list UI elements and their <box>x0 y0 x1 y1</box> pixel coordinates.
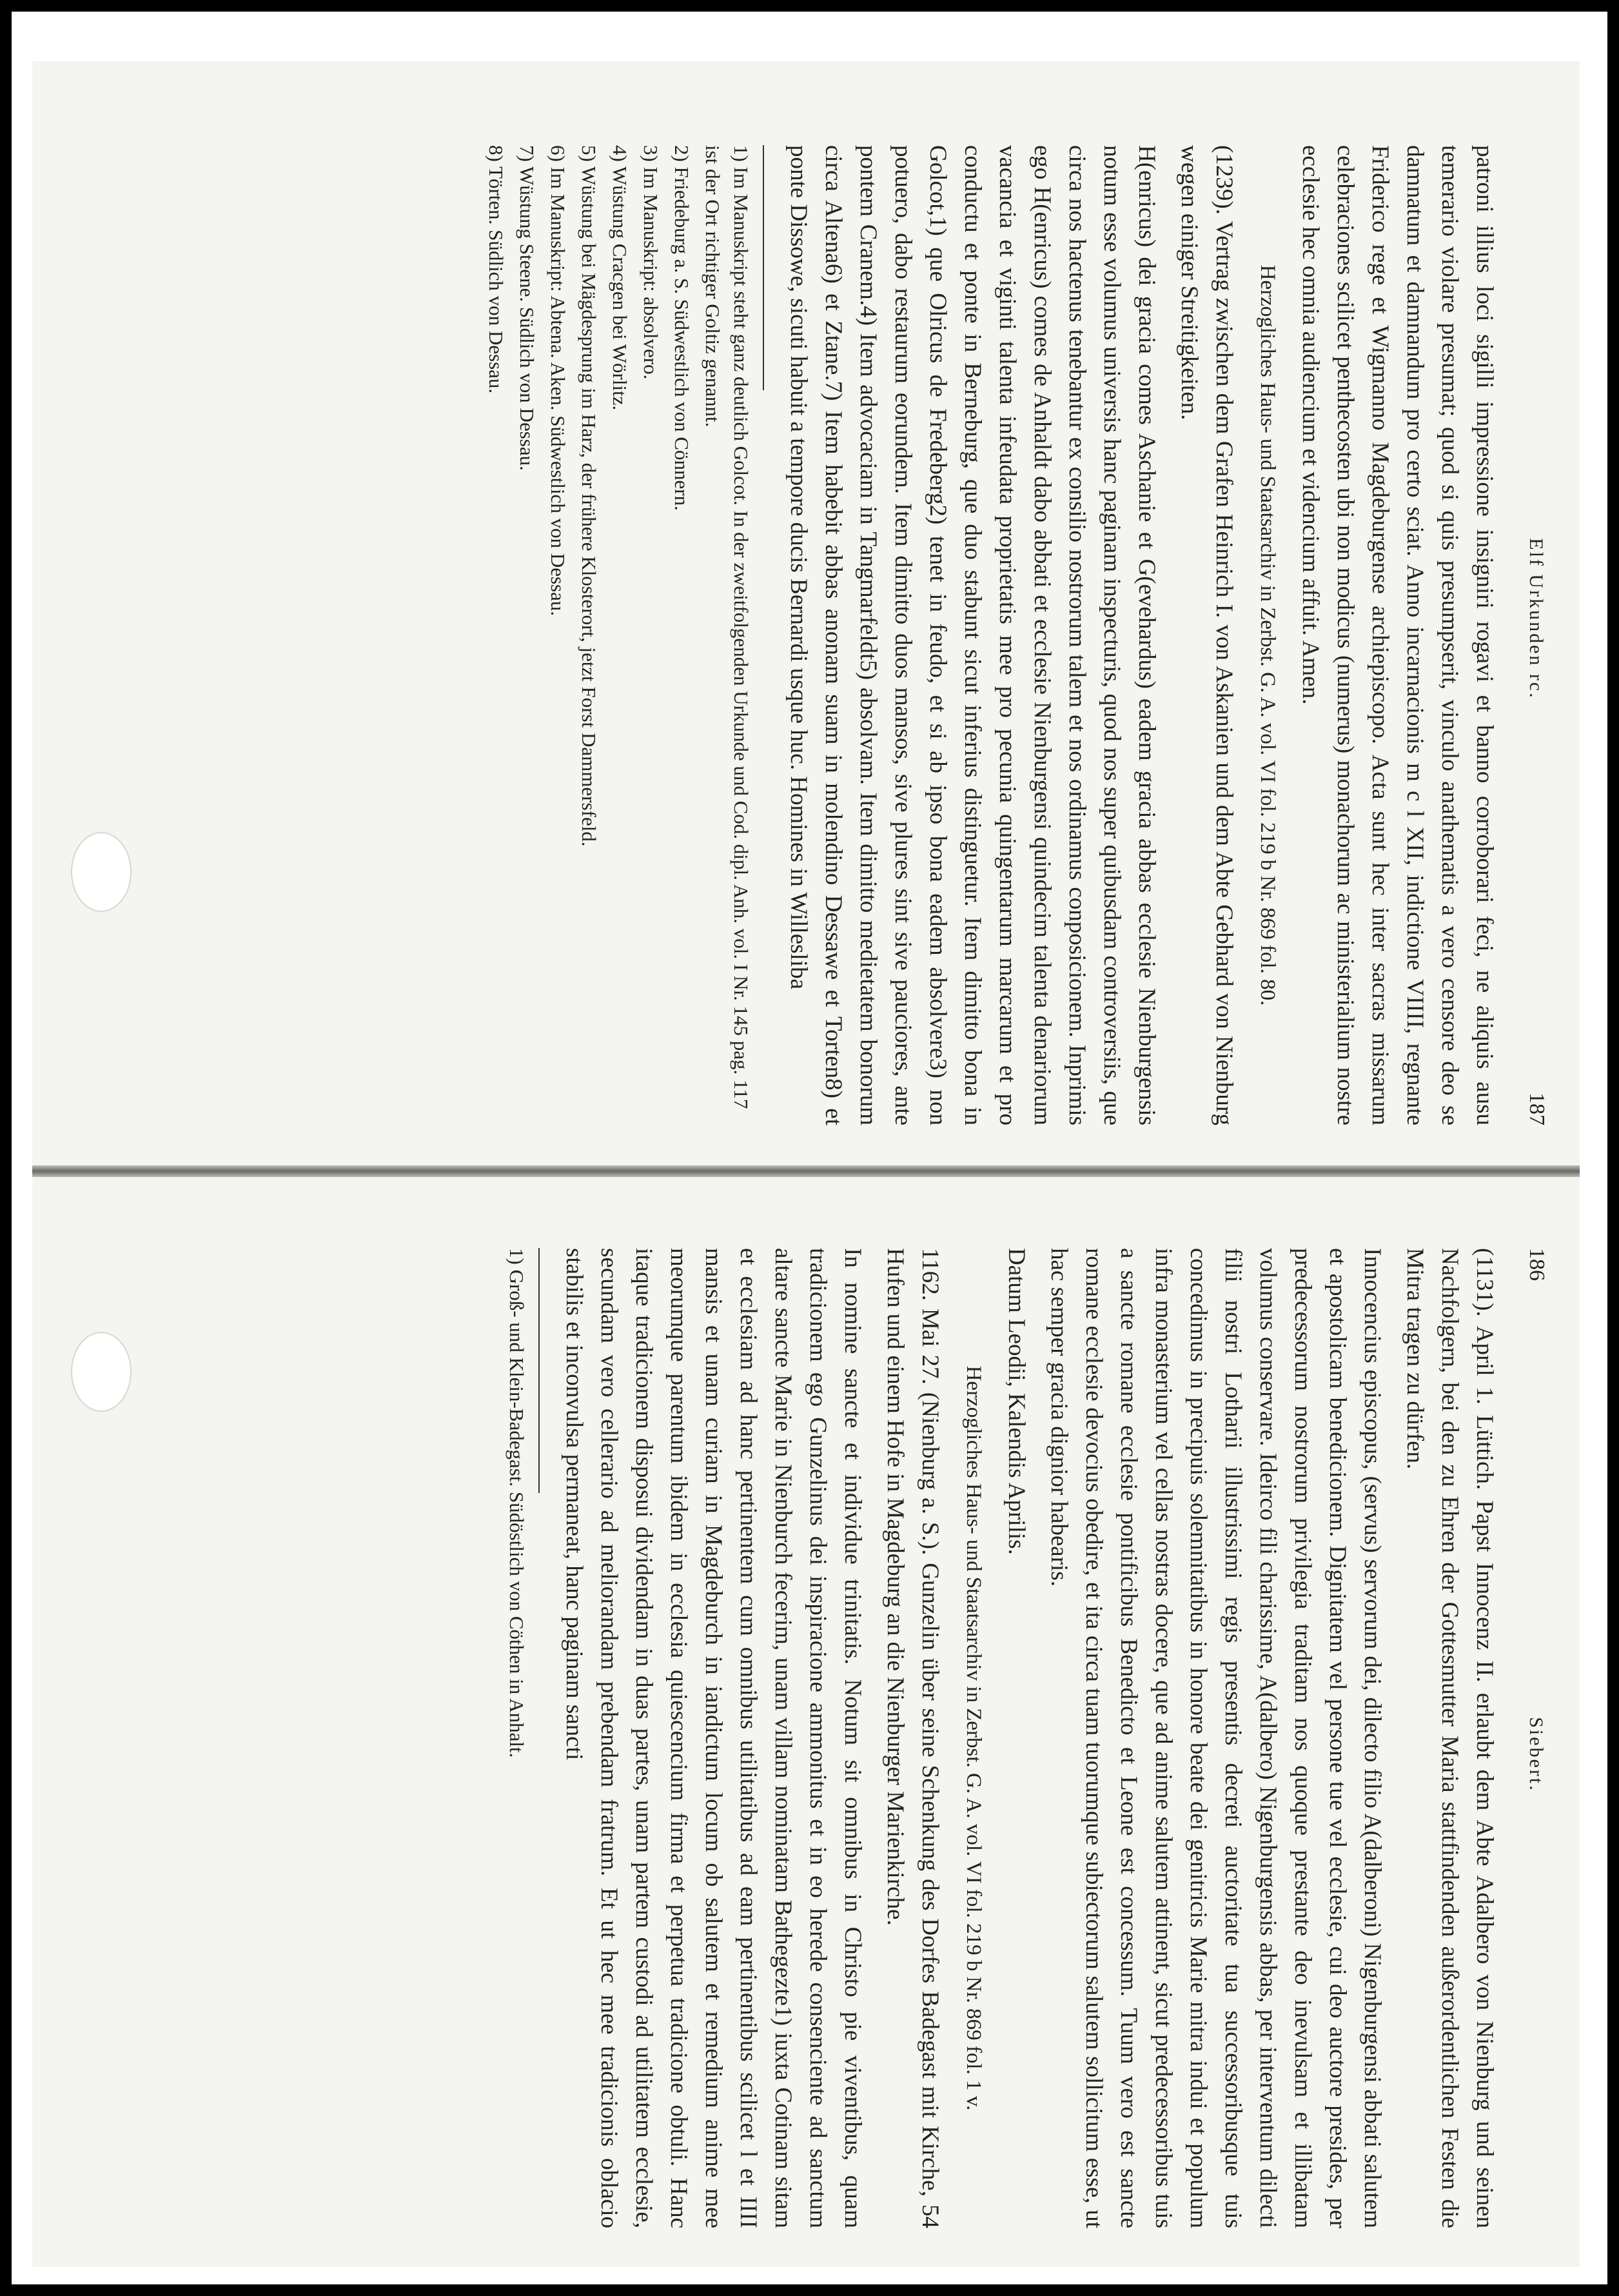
page-header <box>1518 145 1554 1125</box>
footnote: 4) Wüstung Cracgen bei Wörlitz. <box>609 145 631 411</box>
footnote: 2) Friedeburg a. S. Südwestlich von Cönnern. <box>671 145 693 511</box>
running-title: Siebert. <box>1526 1717 1547 1792</box>
regest: (1131). April 1. Lüttich. Papst Innocenz II. erlaubt dem Abte Adalbero von Nienburg und seinen Nachfolgern, bei den zu Ehren der Gottesmutter Maria stattfindenden außerordentlichen Festen die Mitra tragen zu dürfen. <box>1402 1248 1498 2228</box>
charter-text: In nomine sancte et individue trinitatis. Notum sit omnibus in Christo pie viventibus, quam tradicionem ego Gunzelinus dei inspiracione ammonitus et in eo herede consenciente ad sanctum altare sancte Marie in Nienburch fecerim, unam villam nominatam Bathegezte1) iuxta Cotinam sitam et ecclesiam ad hanc pertinentem cum omnibus utilitatibus ad eam pertinentibus scilicet l et IIII mansis et unam curiam in Magdeburch in iandictum locum ob salutem et remedium anime mee meorumque parentum ibidem in ecclesia quiescencium firma et perpetua tradicione obtuli. Hanc itaque tradicionem disposui dividendam in duas partes, unam partem custodi ad utilitatem ecclesie, secundam vero cellerario ad meliorandam prebendam fratrum. Et ut hec mee tradicionis oblacio stabilis et inconvulsa permaneat, hanc paginam sancti <box>561 1248 866 2228</box>
footnote-divider <box>538 1248 540 1493</box>
regest: (1239). Vertrag zwischen dem Grafen Heinrich I. von Askanien und dem Abte Gebhard von Nienburg wegen einiger Streitigkeiten. <box>1176 145 1237 1125</box>
footnote: 1) Groß- und Klein-Badegast. Südöstlich von Cöthen in Anhalt. <box>505 1248 528 1758</box>
regest: 1162. Mai 27. (Nienburg a. S.). Gunzelin über seine Schenkung des Dorfes Badegast mit Kirche, 54 Hufen und einem Hofe in Magdeburg an die Nienburger Marienkirche. <box>882 1248 943 2228</box>
charter-text: Innocencius episcopus, (servus) servorum dei, dilecto filio A(dalberoni) Nigenburgensi abbati salutem et apostolicam benedicionem. Dignitatem vel persone tue vel ecclesie, cui deo auctore presides, per predecessorum nostrorum privilegia traditam nos quoque prestante deo inevulsam et illibatam volumus conservare. Ideirco fili charissime, A(dalbero) Nigenburgensis abbas, per interventum dilecti filii nostri Lotharii illustrissimi regis presentis decreti auctoritate tua successoribusque tuis concedimus in precipuis solemnitatibus in honore beate dei genitricis Marie mitra indui et populum infra monasterium vel cellas nostras docere, que ad anime salutem attinent, sicut predecessoribus tuis a sancte romane ecclesie pontificibus Benedicto et Leone est concessum. Tuum vero est sancte romane ecclesie devocius obedire, et ita circa tuam tuorumque subiectorum salutem sollicitum esse, ut hac semper gracia dignior habearis. <box>1046 1248 1386 2228</box>
footnote: 7) Wüstung Steene. Südlich von Dessau. <box>516 145 538 471</box>
footnote: 8) Törten. Südlich von Dessau. <box>485 145 507 394</box>
dating-clause: Datum Leodii, Kalendis Aprilis. <box>1003 1248 1030 1555</box>
page-number: 187 <box>1525 1093 1549 1125</box>
archive-source: Herzogliches Haus- und Staatsarchiv in Zerbst. G. A. vol. VI fol. 219 b Nr. 869 fol. 1 v. <box>962 1365 985 2111</box>
charter-text-continued: patroni illius loci sigilli impressione insigniri rogavi et banno corroborari feci, ne aliquis ausu temerario violare presumat; quod si quis presumpserit, vinculo anathematis a vero censore deo se damnatum et damnandum pro certo sciat. Anno incarnacionis m c l XII, indictione VIIII, regnante Friderico rege et Wigmanno Magdeburgense archiepiscopo. Acta sunt hec inter sacras missarum celebraciones scilicet penthecosten ubi non modicus (numerus) monachorum ac ministerialium nostre ecclesie hec omnia audiencium et videncium affuit. Amen. <box>1297 145 1498 1125</box>
page-header <box>1518 1248 1554 2228</box>
page-number: 186 <box>1525 1248 1549 1281</box>
footnote: 3) Im Manuskript: absolvero. <box>640 145 662 380</box>
page-187 <box>84 119 1567 1151</box>
footnote-divider <box>763 145 764 390</box>
footnote: 6) Im Manuskript: Abtena. Aken. Südwestlich von Dessau. <box>547 145 569 617</box>
book-spine <box>32 1165 1580 1177</box>
running-title: Elf Urkunden rc. <box>1526 538 1547 700</box>
footnote: 5) Wüstung bei Mägdesprung im Harz, der frühere Klosterort, jetzt Forst Dammersfeld. <box>578 145 600 847</box>
charter-text: H(enricus) dei gracia comes Aschanie et G(evehardus) eadem gracia abbas ecclesie Nienburgensis notum esse volumus universis hanc paginam inspecturis, quod nos super quibusdam controversiis, que circa nos hactenus tenebantur ex consilio nostrorum talem et nos ordinamus conposicionem. Inprimis ego H(enricus) comes de Anhaldt dabo abbati et ecclesie Nienburgensi quindecim talenta denariorum vacancia et viginti talenta infeudata proprietatis mee pro pecunia quingentarum marcarum et pro conductu et ponte in Berneburg, que duo stabunt sicut inferius distinguetur. Item dimitto bona in Golcot,1) que Olricus de Fredeberg2) tenet in feudo, et si ab ipso bona eadem absolvere3) non potuero, dabo restaurum eorundem. Item dimitto duos mansos, sive plures sint sive pauciores, ante pontem Cranem.4) Item advocaciam in Tangmarfeldt5) absolvam. Item dimitto medietatem bonorum circa Altena6) et Ztane.7) Item habebit abbas anonam suam in molendino Dessawe et Torten8) et ponte Dissowe, sicuti habuit a tempore ducis Bernardi usque huc. Homines in Willesliba <box>785 145 1160 1125</box>
archive-source: Herzogliches Haus- und Staatsarchiv in Zerbst. G. A. vol. VI fol. 219 b Nr. 869 fol. 80. <box>1256 264 1279 1006</box>
page-186 <box>84 1222 1567 2254</box>
footnote: 1) Im Manuskript steht ganz deutlich Golcot. In der zweitfolgenden Urkunde und Cod. dipl. Anh. vol. I Nr. 145 pag. 117 ist der Ort richtiger Goltiz genannt. <box>702 145 752 1109</box>
book-spread <box>32 61 1580 2267</box>
